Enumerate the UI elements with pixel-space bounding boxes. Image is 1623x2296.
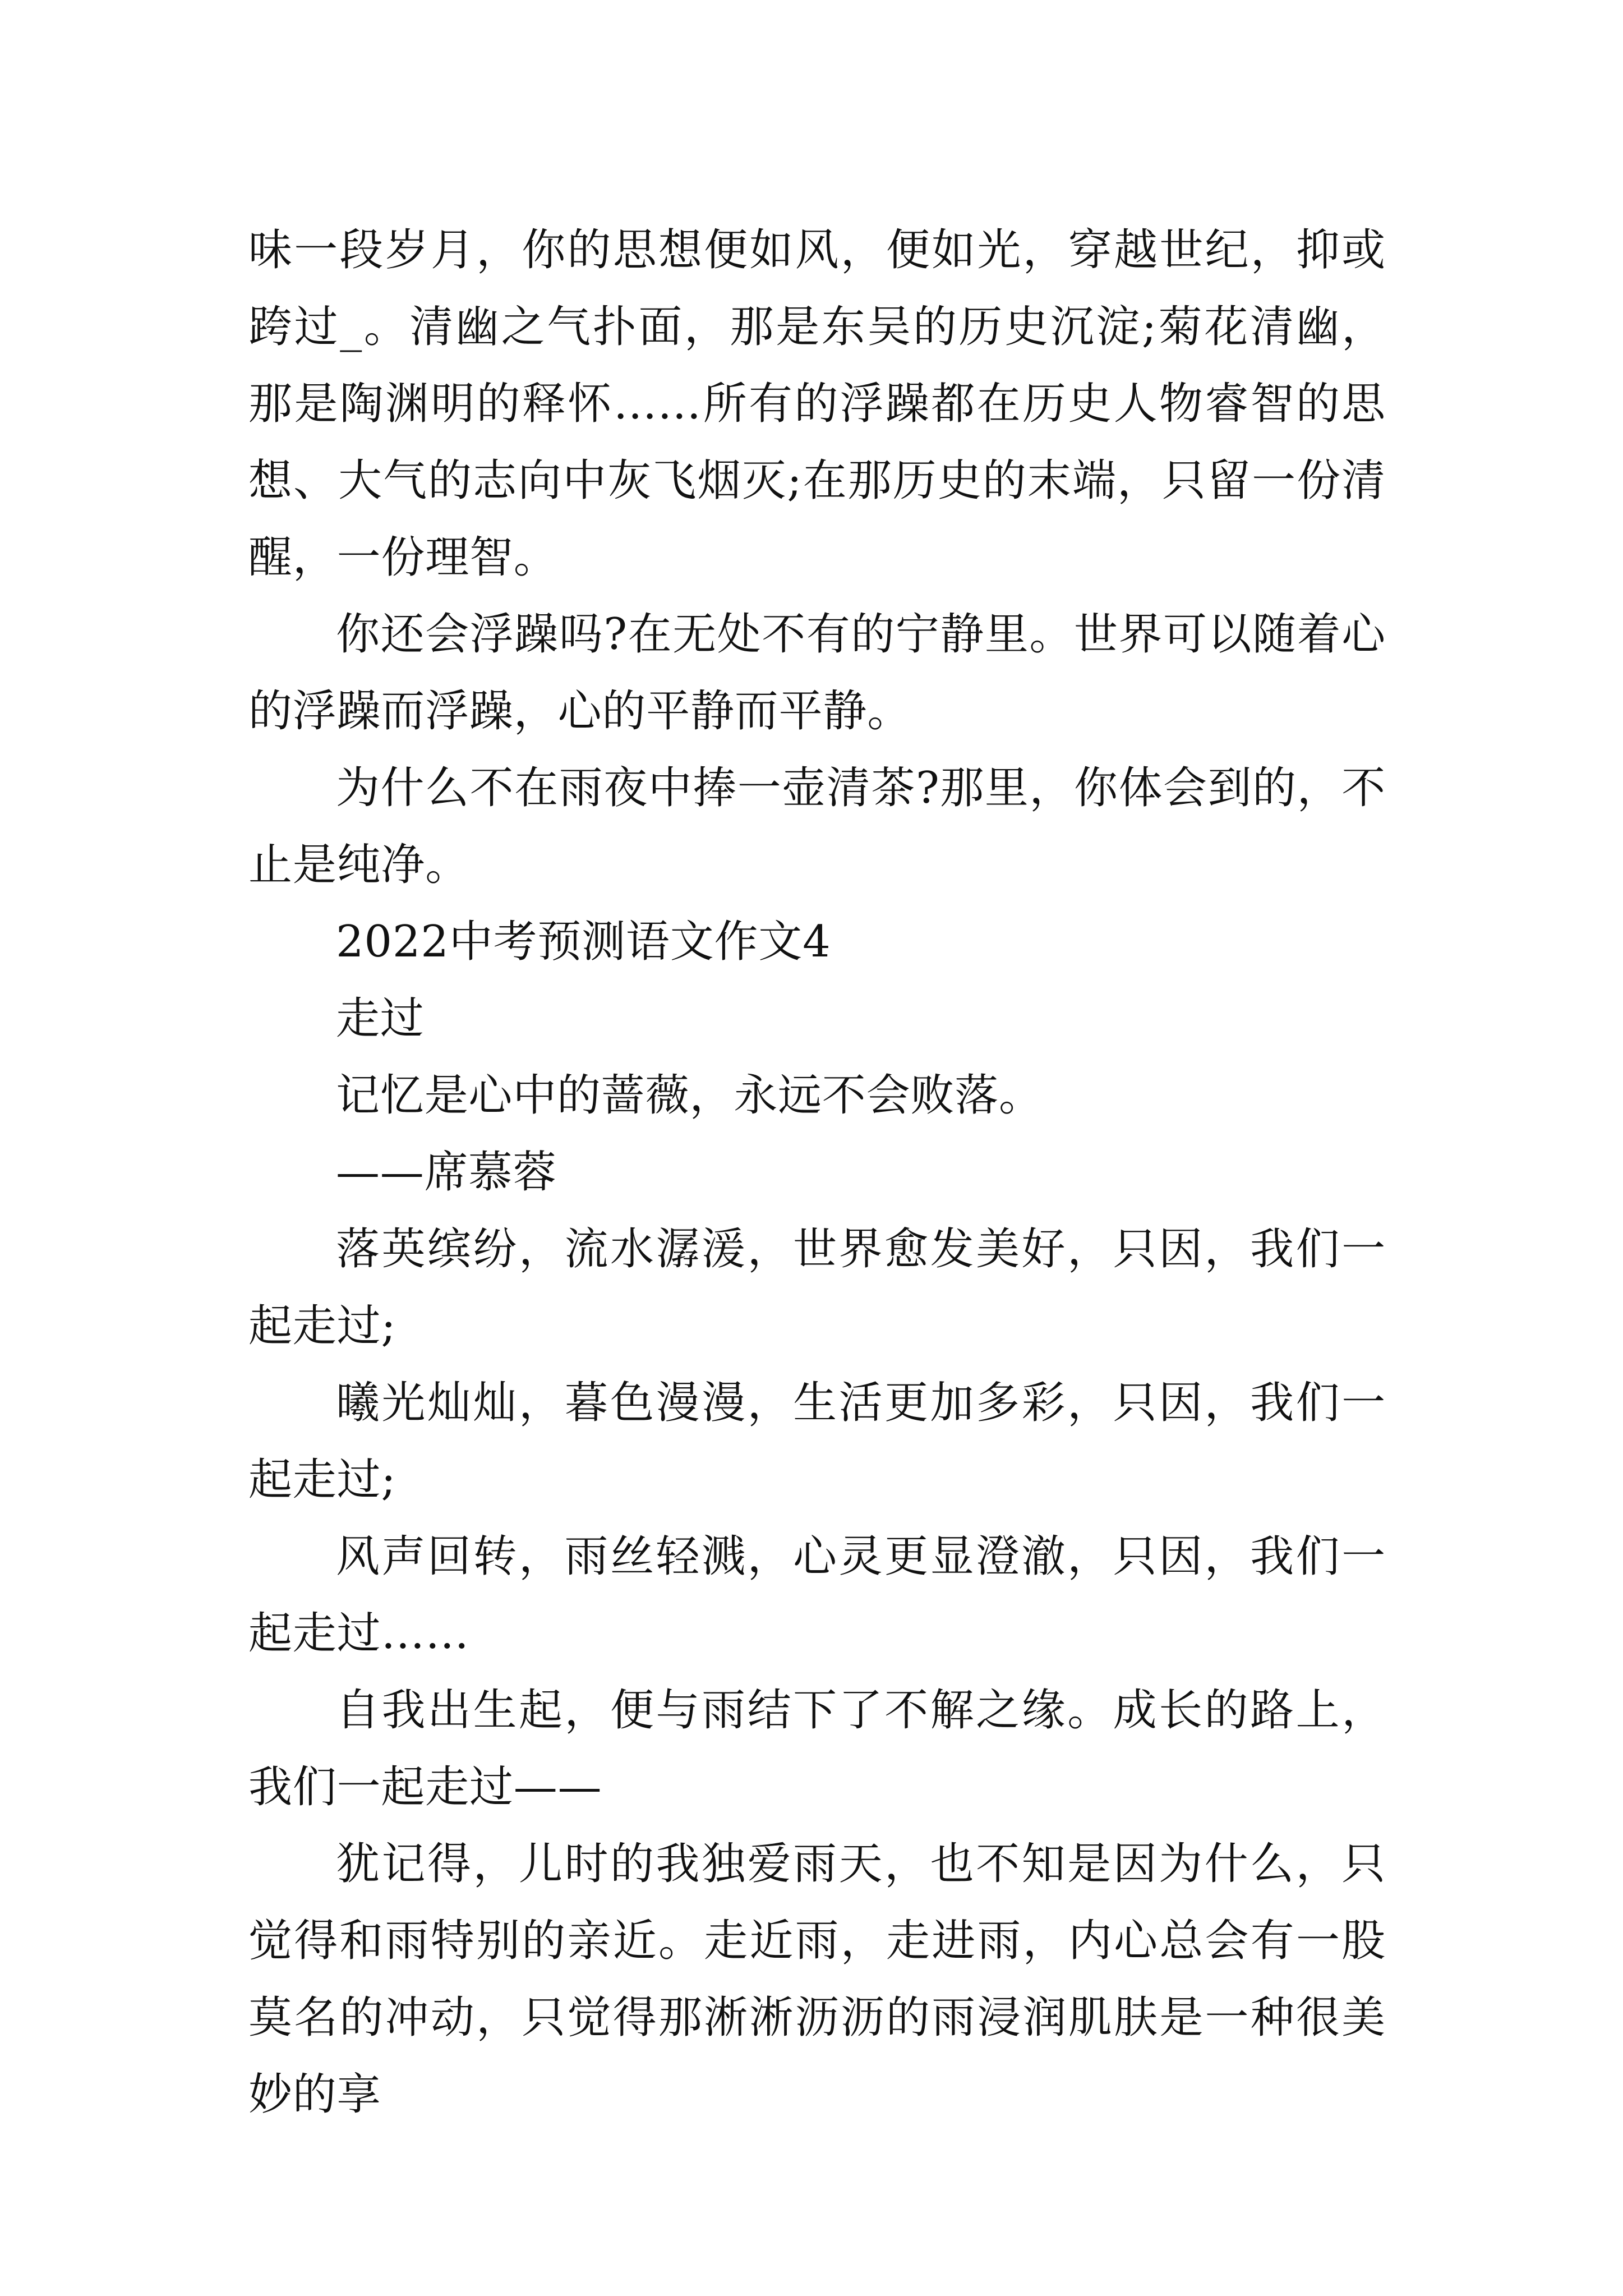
paragraph: 你还会浮躁吗?在无处不有的宁静里。世界可以随着心的浮躁而浮躁，心的平静而平静。 bbox=[248, 609, 1386, 737]
document-page bbox=[248, 212, 1386, 2133]
epigraph-attribution: ——席慕蓉 bbox=[336, 1147, 557, 1198]
section-heading: 2022中考预测语文作文4 bbox=[336, 917, 831, 967]
paragraph: 为什么不在雨夜中捧一壶清茶?那里，你体会到的，不止是纯净。 bbox=[248, 763, 1386, 890]
epigraph-quote: 记忆是心中的蔷薇，永远不会败落。 bbox=[336, 1070, 1043, 1121]
paragraph: 犹记得，儿时的我独爱雨天，也不知是因为什么，只觉得和雨特别的亲近。走近雨，走进雨，内心总会有一股莫名的冲动，只觉得那淅淅沥沥的雨浸润肌肤是一种很美妙的享 bbox=[248, 1839, 1386, 2120]
paragraph: 自我出生起，便与雨结下了不解之缘。成长的路上，我们一起走过—— bbox=[248, 1685, 1386, 1812]
paragraph: 落英缤纷，流水潺湲，世界愈发美好，只因，我们一起走过; bbox=[248, 1224, 1386, 1351]
paragraph: 风声回转，雨丝轻溅，心灵更显澄澈，只因，我们一起走过…… bbox=[248, 1531, 1386, 1659]
paragraph-continued: 味一段岁月，你的思想便如风，便如光，穿越世纪，抑或跨过_。清幽之气扑面，那是东吴的历史沉淀;菊花清幽，那是陶渊明的释怀……所有的浮躁都在历史人物睿智的思想、大气的志向中灰飞烟灭;在那历史的末端，只留一份清醒，一份理智。 bbox=[248, 225, 1386, 583]
essay-title: 走过 bbox=[336, 993, 425, 1044]
paragraph: 曦光灿灿，暮色漫漫，生活更加多彩，只因，我们一起走过; bbox=[248, 1378, 1386, 1505]
